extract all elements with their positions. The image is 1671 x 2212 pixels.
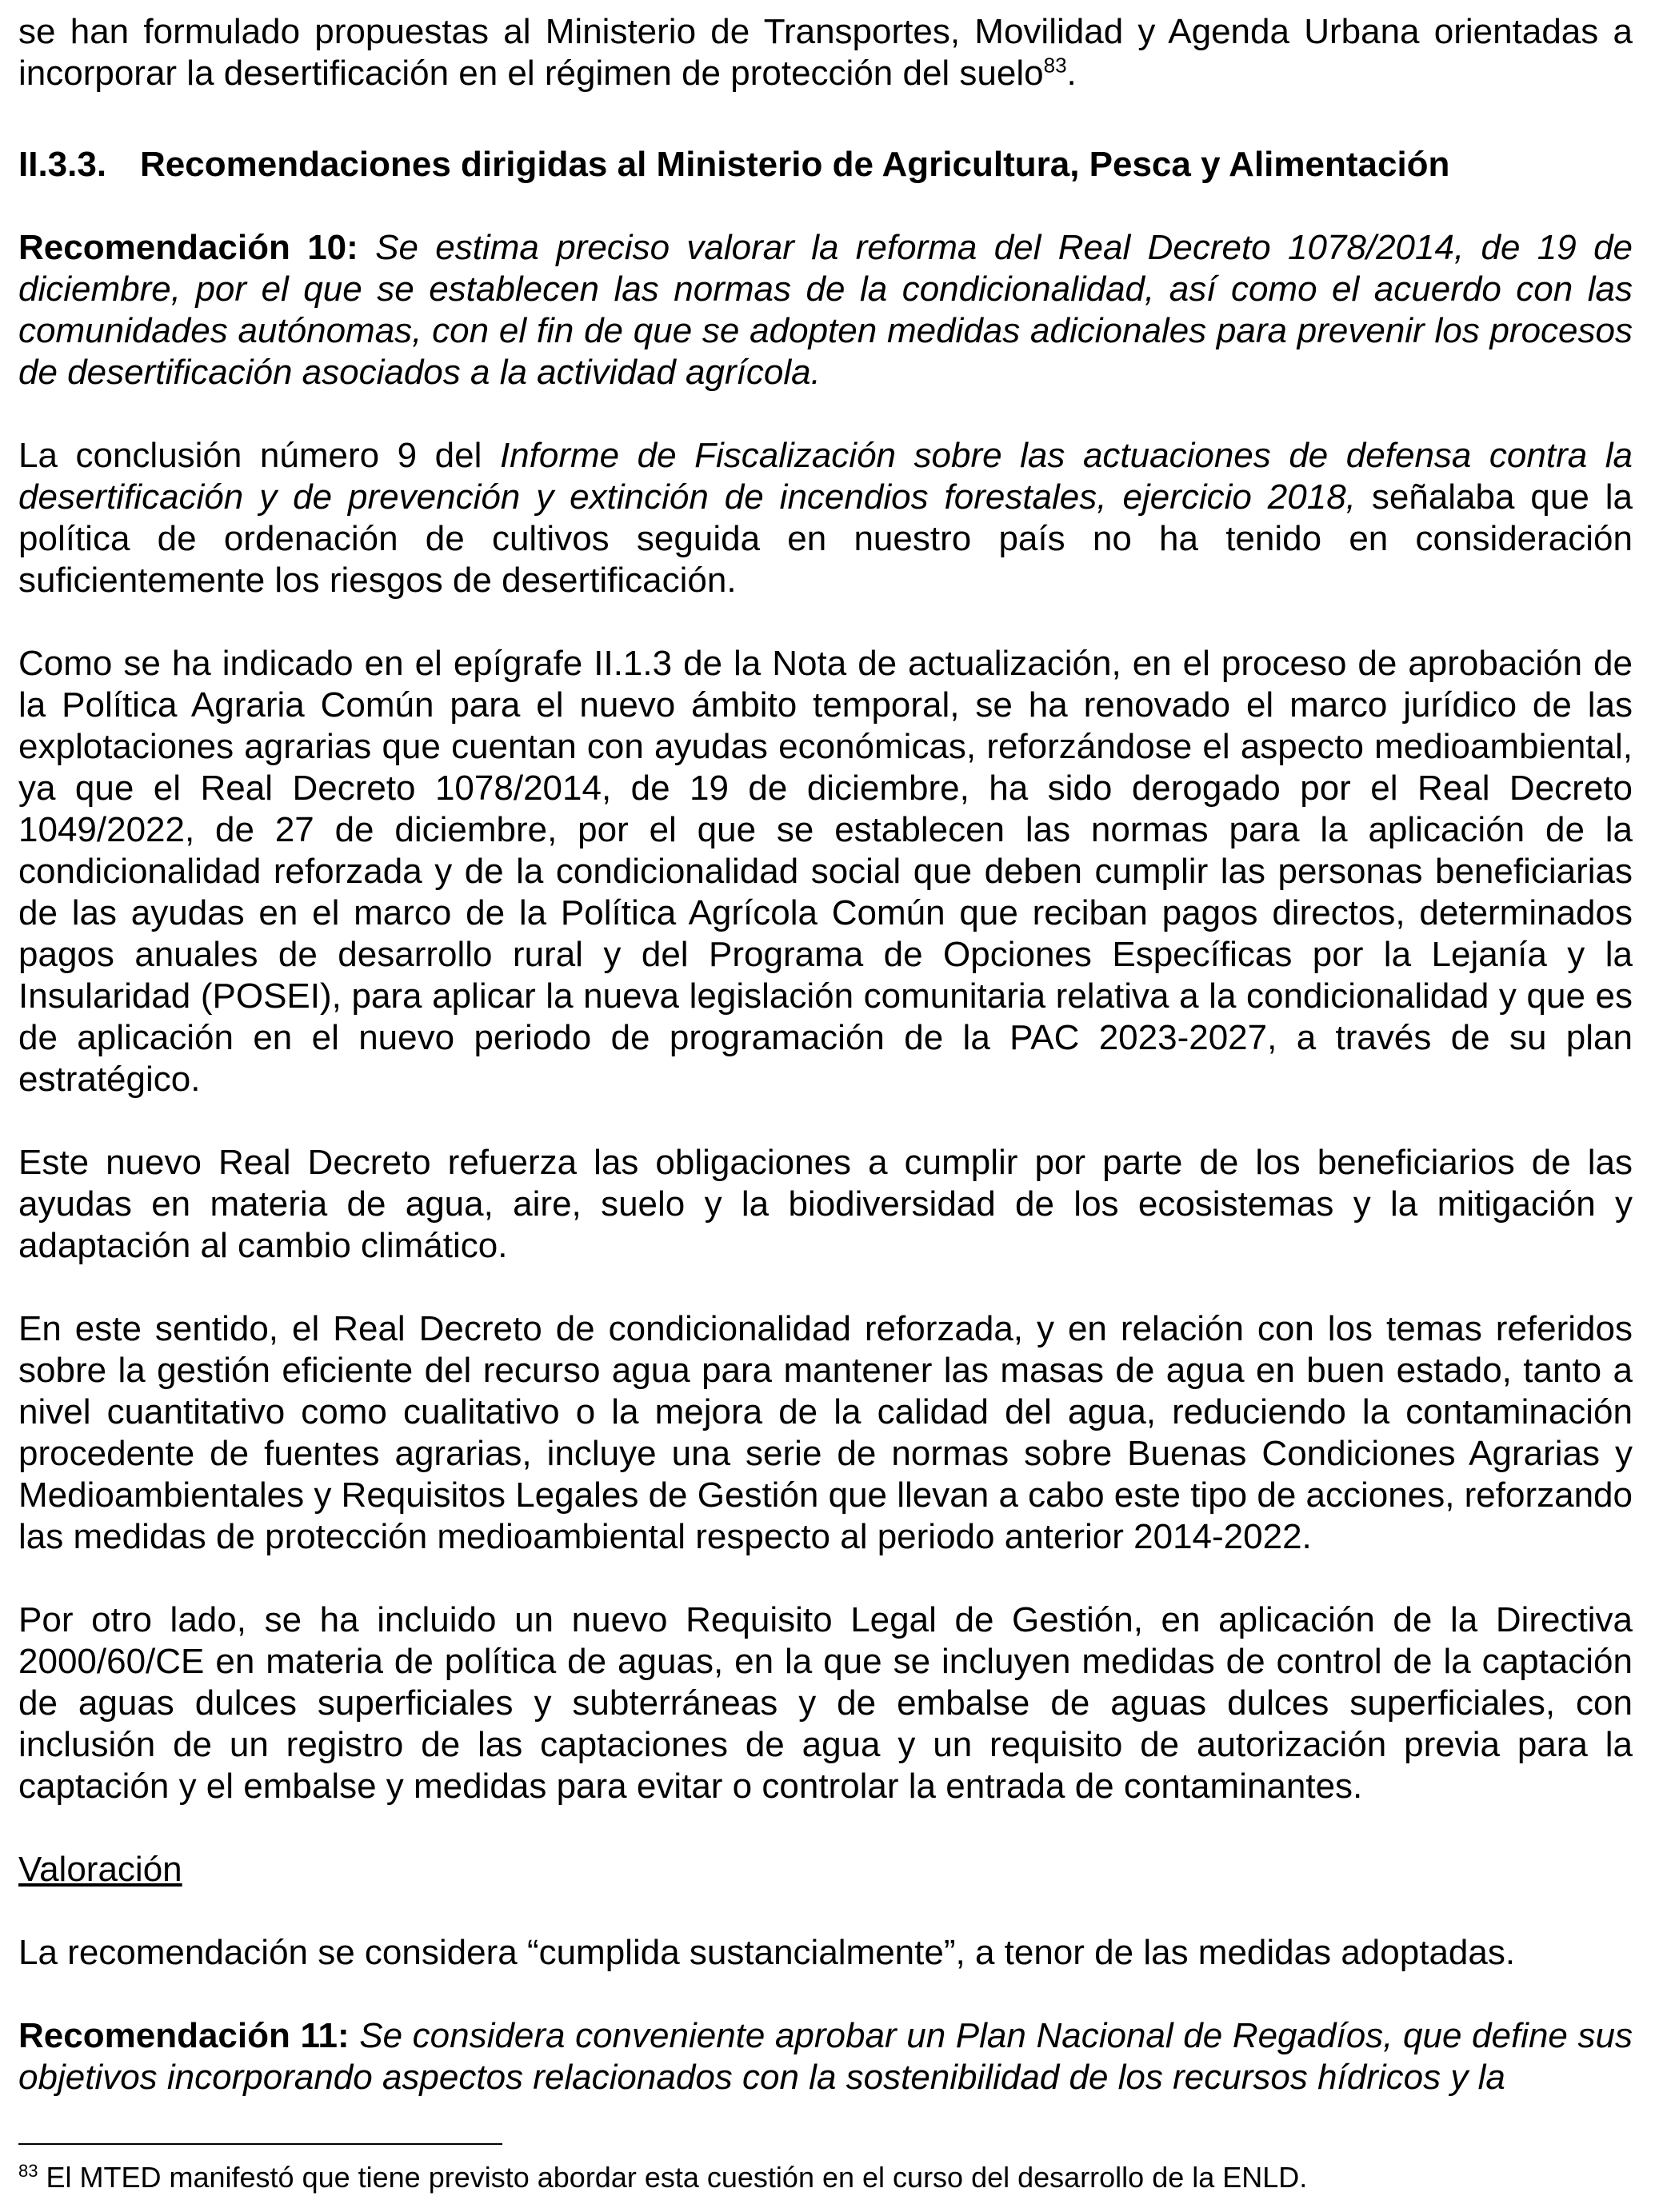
recommendation-11-text: Se considera conveniente aprobar un Plan Nacional de Regadíos, que define sus objetivos incorporando aspectos relacionados con la sostenibilidad de los recursos hídricos y la xyxy=(18,2016,1633,2097)
paragraph-sentido: En este sentido, el Real Decreto de condicionalidad reforzada, y en relación con los temas referidos sobre la gestión eficiente del recurso agua para mantener las masas de agua en buen estado, tanto a nivel cuantitativo como cualitativo o la mejora de la calidad del agua, reduciendo la contaminación procedente de fuentes agrarias, incluye una serie de normas sobre Buenas Condiciones Agrarias y Medioambientales y Requisitos Legales de Gestión que llevan a cabo este tipo de acciones, reforzando las medidas de protección medioambiental respecto al periodo anterior 2014-2022. xyxy=(18,1309,1633,1556)
recommendation-11 xyxy=(18,2015,1633,2098)
section-heading xyxy=(18,144,1633,186)
section-title: Recomendaciones dirigidas al Ministerio de Agricultura, Pesca y Alimentación xyxy=(140,145,1450,184)
conclusion-paragraph xyxy=(18,435,1633,601)
recommendation-11-label: Recomendación 11: xyxy=(18,2016,350,2055)
section-number: II.3.3. xyxy=(18,145,107,184)
report-title: Informe de Fiscalización sobre las actuaciones de defensa contra la desertificación y de prevención y extinción de incendios forestales, ejercicio 2018, xyxy=(18,436,1633,517)
conclusion-post: señalaba que la política de ordenación de cultivos seguida en nuestro país no ha tenido en consideración suficientemente los riesgos de desertificación. xyxy=(18,477,1633,600)
footnote-text: El MTED manifestó que tiene previsto abordar esta cuestión en el curso del desarrollo de la ENLD. xyxy=(38,2161,1308,2194)
valoracion-heading: Valoración xyxy=(18,1850,182,1889)
recommendation-10 xyxy=(18,227,1633,393)
recommendation-10-label: Recomendación 10: xyxy=(18,228,358,267)
paragraph-este: Este nuevo Real Decreto refuerza las obligaciones a cumplir por parte de los beneficiarios de las ayudas en materia de agua, aire, suelo y la biodiversidad de los ecosistemas y la mitigación y adaptación al cambio climático. xyxy=(18,1143,1633,1265)
footnote-83 xyxy=(18,2159,1633,2196)
footnote-mark: 83 xyxy=(18,2161,38,2181)
footnote-ref-83[interactable]: 83 xyxy=(1043,53,1067,78)
footnote-separator xyxy=(18,2143,502,2145)
intro-end: . xyxy=(1066,54,1077,93)
document-body xyxy=(18,11,1633,2098)
paragraph-otro: Por otro lado, se ha incluido un nuevo Requisito Legal de Gestión, en aplicación de la Directiva 2000/60/CE en materia de política de aguas, en la que se incluyen medidas de control de la captación de aguas dulces superficiales y subterráneas y de embalse de aguas dulces superficiales, con inclusión de un registro de las captaciones de agua y un requisito de autorización previa para la captación y el embalse y medidas para evitar o controlar la entrada de contaminantes. xyxy=(18,1600,1633,1806)
valoracion-text: La recomendación se considera “cumplida sustancialmente”, a tenor de las medidas adoptadas. xyxy=(18,1933,1516,1972)
intro-text: se han formulado propuestas al Ministerio de Transportes, Movilidad y Agenda Urbana orientadas a incorporar la desertificación en el régimen de protección del suelo xyxy=(18,12,1633,93)
conclusion-pre: La conclusión número 9 del xyxy=(18,436,500,475)
intro-paragraph xyxy=(18,11,1633,94)
recommendation-10-text: Se estima preciso valorar la reforma del Real Decreto 1078/2014, de 19 de diciembre, por el que se establecen las normas de la condicionalidad, así como el acuerdo con las comunidades autónomas, con el fin de que se adopten medidas adicionales para prevenir los procesos de desertificación asociados a la actividad agrícola. xyxy=(18,228,1633,392)
paragraph-como: Como se ha indicado en el epígrafe II.1.3 de la Nota de actualización, en el proceso de aprobación de la Política Agraria Común para el nuevo ámbito temporal, se ha renovado el marco jurídico de las explotaciones agrarias que cuentan con ayudas económicas, reforzándose el aspecto medioambiental, ya que el Real Decreto 1078/2014, de 19 de diciembre, ha sido derogado por el Real Decreto 1049/2022, de 27 de diciembre, por el que se establecen las normas para la aplicación de la condicionalidad reforzada y de la condicionalidad social que deben cumplir las personas beneficiarias de las ayudas en el marco de la Política Agrícola Común que reciban pagos directos, determinados pagos anuales de desarrollo rural y del Programa de Opciones Específicas por la Lejanía y la Insularidad (POSEI), para aplicar la nueva legislación comunitaria relativa a la condicionalidad y que es de aplicación en el nuevo periodo de programación de la PAC 2023-2027, a través de su plan estratégico. xyxy=(18,644,1633,1099)
